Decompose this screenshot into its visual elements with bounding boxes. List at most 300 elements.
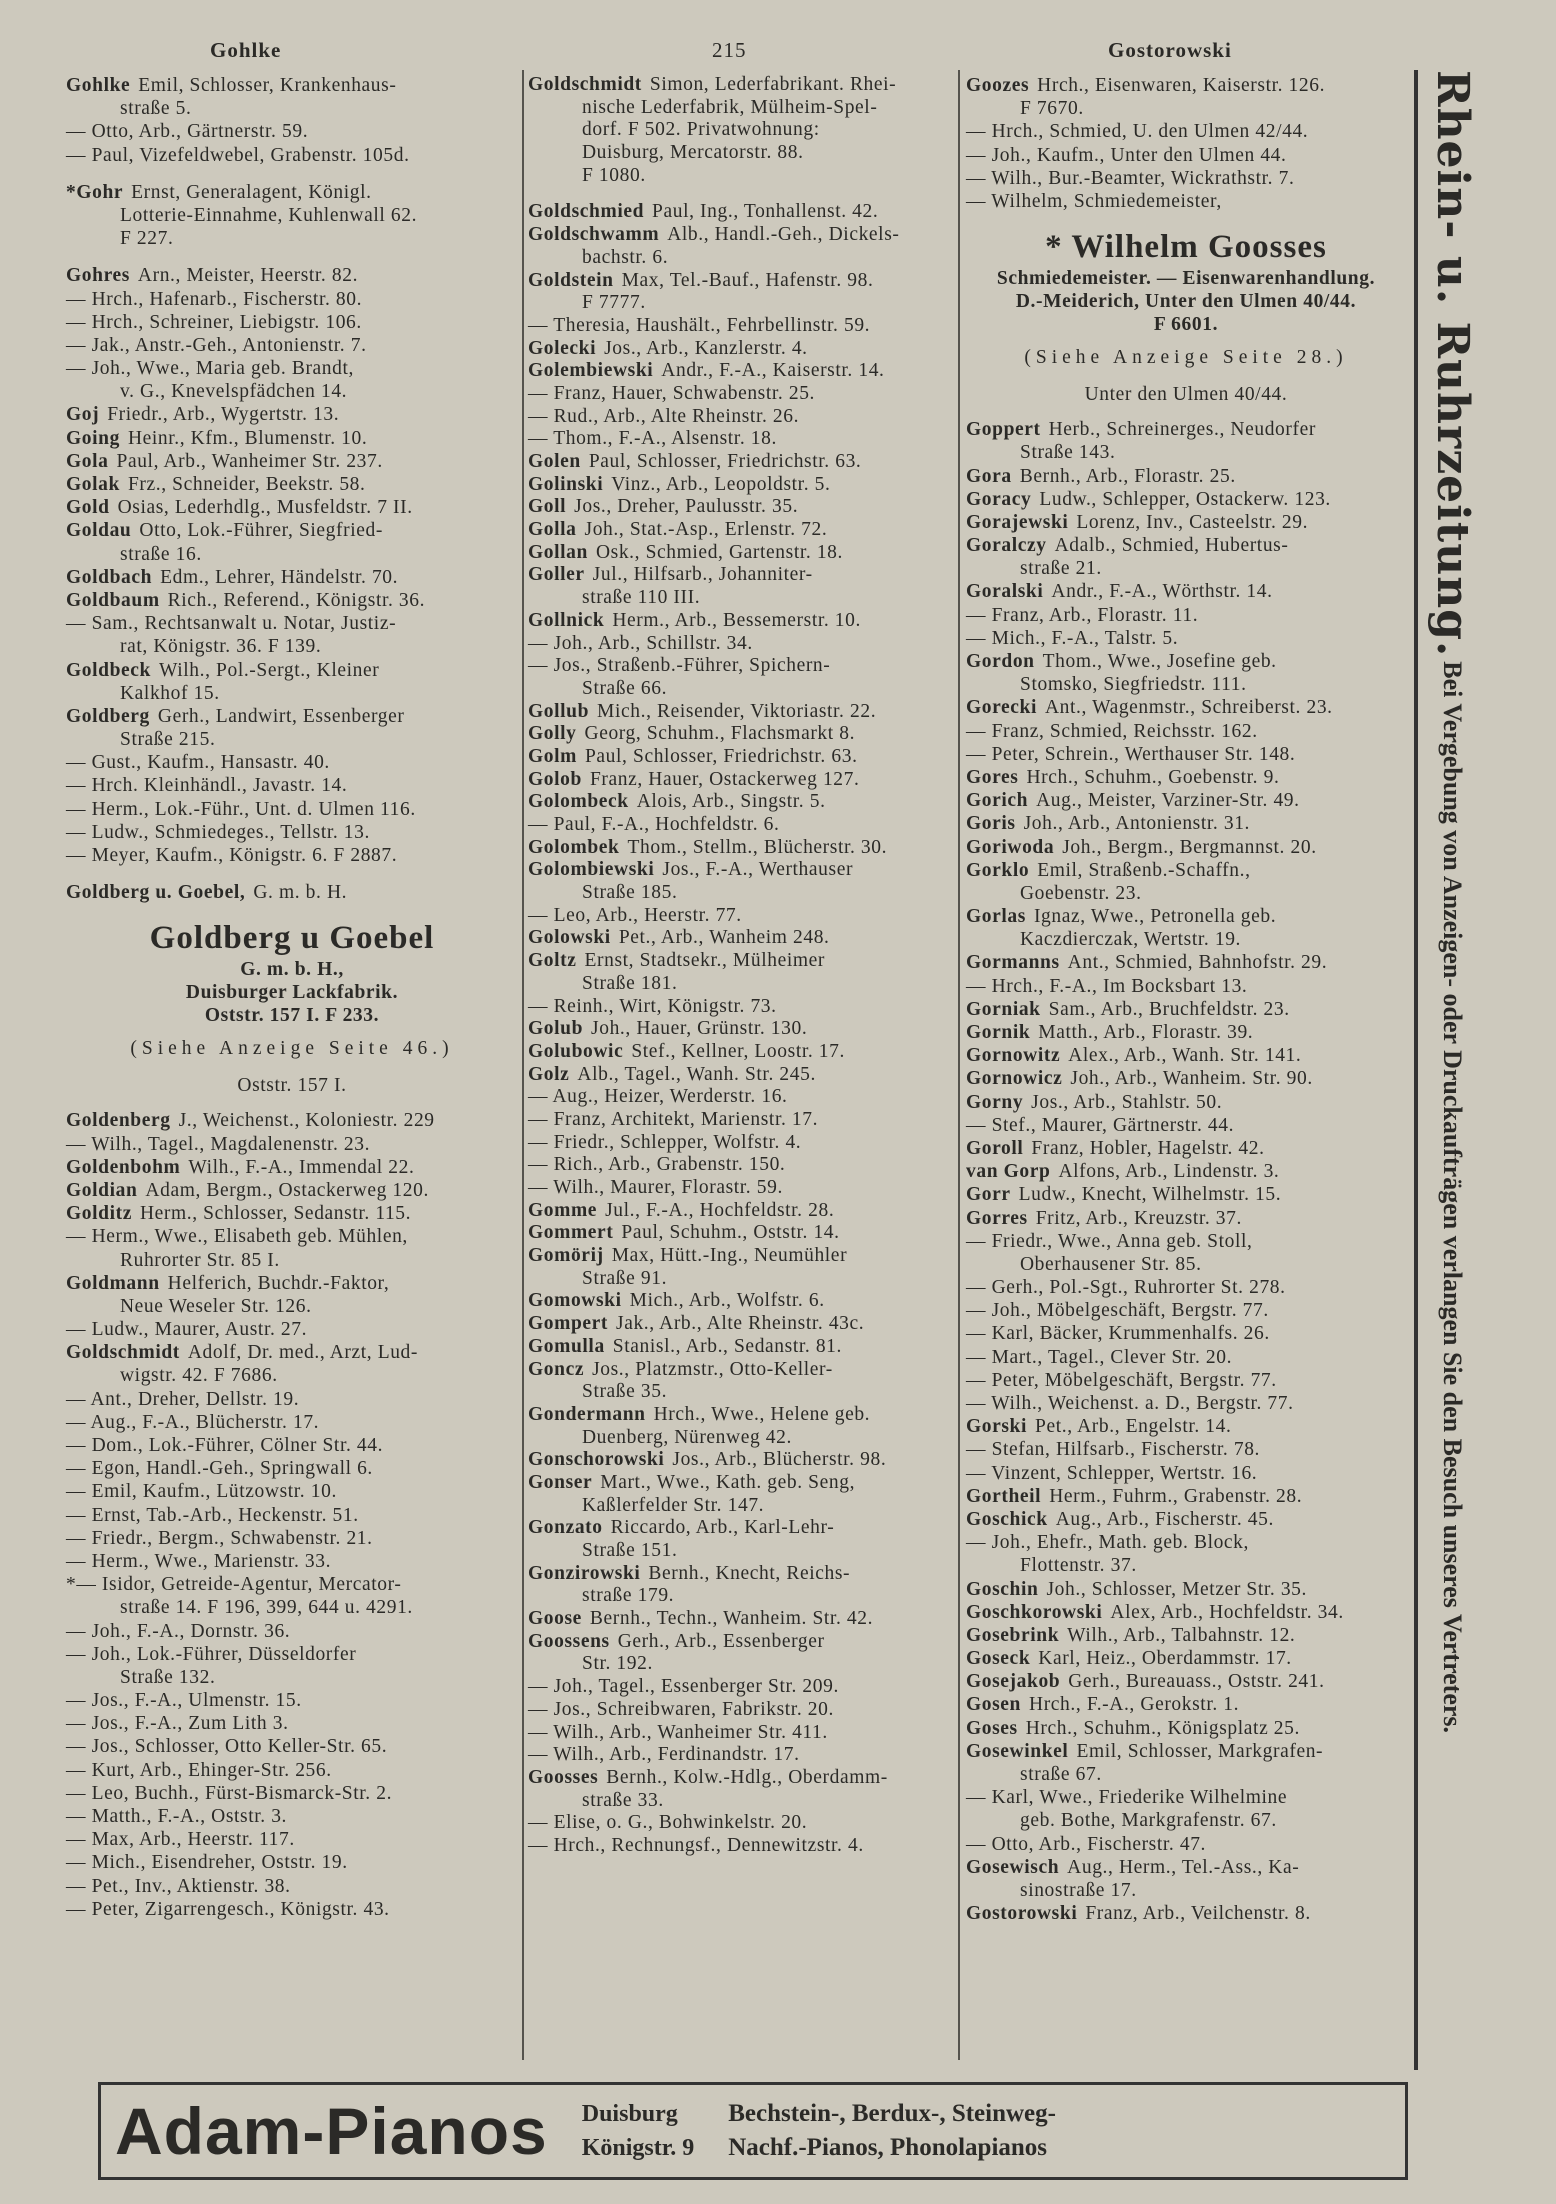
directory-entry: [66, 1156, 518, 1179]
entry-text: — Friedr., Wwe., Anna geb. Stoll,: [966, 1230, 1253, 1252]
directory-entry: [528, 1086, 958, 1109]
advert-line: Schmiedemeister. — Eisenwarenhandlung.: [996, 268, 1376, 290]
entry-continuation: [528, 1585, 958, 1608]
advert-adam-pianos: [98, 2082, 1408, 2180]
entry-surname: Gosen: [966, 1694, 1022, 1716]
directory-entry: [528, 610, 958, 633]
directory-entry: [966, 1021, 1406, 1044]
directory-entry: [966, 998, 1406, 1021]
entry-surname: Gompert: [528, 1313, 609, 1335]
entry-text: straße 179.: [582, 1585, 675, 1607]
entry-text: — Joh., Lok.-Führer, Düsseldorfer: [66, 1643, 357, 1665]
directory-entry: [528, 1222, 958, 1245]
directory-entry: [66, 798, 518, 821]
entry-text: Friedr., Arb., Wygertstr. 13.: [107, 404, 340, 426]
directory-entry: [66, 1457, 518, 1480]
directory-entry: [66, 566, 518, 589]
entry-text: Herb., Schreinerges., Neudorfer: [1048, 419, 1316, 441]
entry-text: — Franz, Architekt, Marienstr. 17.: [528, 1108, 819, 1130]
entry-text: Joh., Stat.-Asp., Erlenstr. 72.: [584, 519, 828, 541]
entry-continuation: [966, 1554, 1406, 1577]
entry-continuation: [66, 1596, 518, 1619]
entry-text: — Matth., F.-A., Oststr. 3.: [66, 1806, 288, 1827]
entry-continuation: [528, 882, 958, 905]
banner-title: Rhein- u. Ruhrzeitung.: [1427, 70, 1478, 658]
entry-text: — Jos., Schlosser, Otto Keller-Str. 65.: [66, 1736, 388, 1758]
directory-entry: [966, 580, 1406, 603]
entry-surname: Golditz: [66, 1203, 132, 1225]
directory-entry: [966, 1717, 1406, 1740]
entry-text: Straße 132.: [120, 1666, 216, 1688]
entry-text: v. G., Knevelspfädchen 14.: [120, 381, 348, 403]
advert-line: D.-Meiderich, Unter den Ulmen 40/44.: [1015, 291, 1357, 313]
entry-text: — Friedr., Schlepper, Wolfstr. 4.: [528, 1131, 802, 1153]
entry-continuation: [966, 1763, 1406, 1786]
entry-text: — Kurt, Arb., Ehinger-Str. 256.: [66, 1759, 332, 1781]
entry-text: Paul, Ing., Tonhallenst. 42.: [652, 201, 879, 223]
entry-text: Jak., Arb., Alte Rheinstr. 43c.: [616, 1313, 865, 1335]
entry-text: Vinz., Arb., Leopoldstr. 5.: [611, 473, 831, 495]
directory-entry: [528, 1109, 958, 1132]
entry-text: Lorenz, Inv., Casteelstr. 29.: [1076, 511, 1309, 533]
entry-surname: Goses: [966, 1717, 1018, 1739]
entry-continuation: [66, 204, 518, 227]
entry-text: — Joh., Wwe., Maria geb. Brandt,: [66, 358, 354, 380]
entry-text: — Peter, Schrein., Werthauser Str. 148.: [966, 743, 1296, 765]
entry-text: — Joh., Möbelgeschäft, Bergstr. 77.: [966, 1300, 1269, 1322]
directory-entry: [66, 1527, 518, 1550]
entry-text: Arn., Meister, Heerstr. 82.: [137, 265, 359, 287]
advert-address: Oststr. 157 I.: [237, 1075, 347, 1097]
directory-entry: [966, 789, 1406, 812]
directory-entry: [528, 814, 958, 837]
entry-text: Jos., Arb., Kanzlerstr. 4.: [604, 337, 808, 359]
entry-surname: Golub: [528, 1018, 584, 1040]
entry-text: Osk., Schmied, Gartenstr. 18.: [595, 541, 843, 563]
entry-text: Jul., Hilfsarb., Johanniter-: [592, 564, 813, 586]
directory-entry: [966, 1114, 1406, 1137]
directory-entry: [66, 774, 518, 797]
entry-continuation: [528, 97, 958, 120]
entry-surname: Golombeck: [528, 791, 629, 813]
advert-pianos-brands-2: Nachf.-Pianos, Phonolapianos: [728, 2134, 1048, 2161]
entry-surname: Goncz: [528, 1358, 585, 1380]
advert-pianos-brands-1: Bechstein-, Berdux-, Steinweg-: [728, 2100, 1056, 2127]
directory-entry: [966, 1786, 1406, 1809]
directory-entry: [966, 812, 1406, 835]
directory-entry: [66, 1735, 518, 1758]
directory-entry: [66, 181, 518, 204]
directory-entry: [66, 1109, 518, 1132]
entry-text: Joh., Hauer, Grünstr. 130.: [591, 1018, 808, 1040]
entry-continuation: [66, 728, 518, 751]
entry-continuation: [528, 1653, 958, 1676]
directory-entry: [966, 1183, 1406, 1206]
entry-text: straße 33.: [582, 1789, 664, 1811]
entry-surname: Goralski: [966, 581, 1044, 603]
entry-text: Jos., Dreher, Paulusstr. 35.: [574, 496, 799, 518]
running-head-right: Gostorowski: [1108, 38, 1232, 62]
entry-text: — Joh., F.-A., Dornstr. 36.: [66, 1620, 291, 1642]
directory-entry: [528, 1404, 958, 1427]
entry-surname: Goldbaum: [66, 589, 160, 611]
entry-surname: Going: [66, 427, 120, 449]
entry-text: F 7670.: [1020, 98, 1084, 120]
entry-surname: Goldian: [66, 1179, 138, 1201]
entry-surname: Gosejakob: [966, 1671, 1061, 1693]
directory-entry: [528, 1041, 958, 1064]
entry-text: Bernh., Arb., Florastr. 25.: [1019, 465, 1236, 487]
directory-entry: [966, 1044, 1406, 1067]
entry-continuation: [528, 1381, 958, 1404]
entry-text: — Ant., Dreher, Dellstr. 19.: [66, 1388, 300, 1410]
entry-text: Osias, Lederhdlg., Musfeldstr. 7 II.: [117, 497, 413, 519]
entries: [528, 74, 958, 1858]
entry-text: Simon, Lederfabrikant. Rhei-: [649, 74, 897, 95]
directory-entry: [966, 1392, 1406, 1415]
entry-text: — Leo, Arb., Heerstr. 77.: [528, 904, 742, 926]
entry-text: straße 16.: [120, 543, 202, 565]
entry-text: Emil, Straßenb.-Schaffn.,: [1037, 859, 1251, 881]
entry-text: Paul, Schuhm., Oststr. 14.: [621, 1222, 840, 1244]
entry-text: Hrch., F.-A., Gerokstr. 1.: [1029, 1694, 1240, 1716]
directory-entry: [528, 1200, 958, 1223]
entry-surname: Golz: [528, 1063, 570, 1085]
entry-text: — Max, Arb., Heerstr. 117.: [66, 1829, 295, 1851]
entry-surname: Goldau: [66, 520, 132, 542]
directory-entry: [528, 428, 958, 451]
entry-text: — Franz, Arb., Florastr. 11.: [966, 604, 1199, 626]
entry-text: — Hrch., Hafenarb., Fischerstr. 80.: [66, 288, 363, 310]
directory-entry: [966, 1601, 1406, 1624]
directory-entry: [66, 1851, 518, 1874]
entry-surname: Gollnick: [528, 609, 605, 631]
entry-text: Stef., Kellner, Loostr. 17.: [631, 1040, 845, 1062]
entry-text: Wilh., Arb., Talbahnstr. 12.: [1067, 1624, 1296, 1646]
entry-surname: Golly: [528, 723, 577, 745]
entry-continuation: [528, 247, 958, 270]
entry-surname: Gorres: [966, 1207, 1028, 1229]
directory-entry: [66, 1712, 518, 1735]
directory-entry: [66, 288, 518, 311]
entries-before: [966, 74, 1406, 213]
directory-entry: [528, 1676, 958, 1699]
entry-surname: Gondermann: [528, 1403, 646, 1425]
directory-entry: [66, 144, 518, 167]
entry-text: Wilh., F.-A., Immendal 22.: [188, 1156, 415, 1178]
entry-surname: van Gorp: [966, 1161, 1051, 1183]
directory-entry: [66, 334, 518, 357]
directory-entry: [966, 1067, 1406, 1090]
entry-surname: Goldschwamm: [528, 224, 660, 246]
directory-entry: [528, 950, 958, 973]
entry-text: straße 14. F 196, 399, 644 u. 4291.: [120, 1597, 413, 1619]
directory-entry: [66, 1898, 518, 1921]
entry-text: — Dom., Lok.-Führer, Cölner Str. 44.: [66, 1435, 384, 1456]
entry-continuation: [528, 1268, 958, 1291]
entries-after: [66, 1109, 518, 1921]
entry-text: Straße 185.: [582, 882, 678, 904]
entry-text: — Meyer, Kaufm., Königstr. 6. F 2887.: [66, 845, 398, 866]
entry-surname: Goldschmied: [528, 201, 645, 223]
entry-text: Gerh., Bureauass., Oststr. 241.: [1068, 1671, 1325, 1693]
entry-surname: Gola: [66, 450, 109, 472]
entry-surname: Golowski: [528, 927, 611, 949]
directory-entry: [966, 1160, 1406, 1183]
directory-entry: [66, 403, 518, 426]
directory-entry: [966, 836, 1406, 859]
entry-text: — Hrch., F.-A., Im Bocksbart 13.: [966, 975, 1248, 997]
entry-text: — Pet., Inv., Aktienstr. 38.: [66, 1875, 291, 1897]
directory-entry: [528, 270, 958, 293]
entry-text: — Gerh., Pol.-Sgt., Ruhrorter St. 278.: [966, 1277, 1286, 1299]
entry-text: — Mart., Tagel., Clever Str. 20.: [966, 1346, 1233, 1368]
entry-surname: Golm: [528, 745, 577, 767]
entry-text: Emil, Schlosser, Markgrafen-: [1076, 1740, 1324, 1762]
directory-entry: [528, 74, 958, 97]
entry-surname: Golecki: [528, 337, 597, 359]
entry-surname: Golombiewski: [528, 859, 655, 881]
directory-entry: [966, 1670, 1406, 1693]
entry-text: — Rud., Arb., Alte Rheinstr. 26.: [528, 405, 800, 427]
directory-entry: [966, 627, 1406, 650]
advert-line: G. m. b. H.,: [240, 959, 344, 981]
entry-surname: Gonzirowski: [528, 1562, 641, 1584]
entry-text: — Hrch. Kleinhändl., Javastr. 14.: [66, 775, 348, 797]
entry-text: Ignaz, Wwe., Petronella geb.: [1033, 906, 1277, 928]
entry-text: Straße 151.: [582, 1540, 678, 1561]
entry-text: Georg, Schuhm., Flachsmarkt 8.: [584, 723, 856, 745]
entry-text: — Gust., Kaufm., Hansastr. 40.: [66, 752, 330, 774]
entry-surname: Golembiewski: [528, 360, 654, 382]
directory-entry: [528, 1472, 958, 1495]
entry-text: Alex., Arb., Wanh. Str. 141.: [1068, 1045, 1302, 1067]
entry-surname: Gosebrink: [966, 1624, 1060, 1646]
entry-text: Goebenstr. 23.: [1020, 882, 1142, 904]
directory-entry: [966, 1902, 1406, 1925]
entry-text: — Vinzent, Schlepper, Wertstr. 16.: [966, 1462, 1258, 1484]
entry-surname: Goozes: [966, 75, 1030, 96]
entry-text: Straße 143.: [1020, 442, 1116, 464]
directory-entry: [66, 1550, 518, 1573]
directory-entry: [966, 905, 1406, 928]
entry-text: Hrch., Wwe., Helene geb.: [653, 1403, 871, 1425]
directory-entry: [66, 1828, 518, 1851]
entry-text: Hrch., Eisenwaren, Kaiserstr. 126.: [1037, 75, 1326, 96]
directory-entry: [528, 338, 958, 361]
directory-entry: [66, 1573, 518, 1596]
entry-text: — Karl, Bäcker, Krummenhalfs. 26.: [966, 1323, 1270, 1345]
directory-entry: [66, 1388, 518, 1411]
entry-continuation: [528, 1495, 958, 1518]
directory-entry: [66, 1202, 518, 1225]
entry-text: Bernh., Knecht, Reichs-: [648, 1562, 851, 1584]
directory-entry: [66, 74, 518, 97]
entry-text: Mich., Reisender, Viktoriastr. 22.: [597, 700, 877, 722]
entry-text: Ernst, Generalagent, Königl.: [131, 181, 372, 203]
entry-text: Hrch., Schuhm., Königsplatz 25.: [1025, 1717, 1300, 1739]
entry-surname: Gora: [966, 465, 1012, 487]
entry-text: G. m. b. H.: [253, 882, 348, 904]
entry-surname: Goosses: [528, 1766, 599, 1788]
directory-entry: [528, 1245, 958, 1268]
entry-surname: Gosewinkel: [966, 1740, 1069, 1762]
entry-text: Edm., Lehrer, Händelstr. 70.: [160, 566, 399, 588]
entry-text: — Joh., Tagel., Essenberger Str. 209.: [528, 1676, 839, 1698]
directory-entry: [66, 1179, 518, 1202]
entry-continuation: [66, 1666, 518, 1689]
entry-text: Jos., Platzmstr., Otto-Keller-: [592, 1358, 833, 1380]
directory-entry: [966, 604, 1406, 627]
entry-text: — Wilh., Bur.-Beamter, Wickrathstr. 7.: [966, 167, 1295, 189]
entry-surname: Goschick: [966, 1508, 1048, 1530]
directory-entry: [528, 406, 958, 429]
banner-text: Bei Vergebung von Anzeigen- oder Druckaufträgen verlangen Sie den Besuch unseres Vertreters.: [1438, 661, 1467, 1734]
entry-text: Jul., F.-A., Hochfeldstr. 28.: [605, 1199, 835, 1221]
entry-text: — Peter, Möbelgeschäft, Bergstr. 77.: [966, 1369, 1277, 1391]
entry-text: J., Weichenst., Koloniestr. 229: [178, 1110, 435, 1132]
directory-entry: [66, 1480, 518, 1503]
entry-surname: Gollan: [528, 541, 588, 563]
directory-entry: [66, 1643, 518, 1666]
entry-text: straße 5.: [120, 98, 192, 120]
entry-text: Straße 66.: [582, 677, 668, 699]
directory-entry: [528, 315, 958, 338]
directory-entry: [528, 383, 958, 406]
entry-text: Sam., Arb., Bruchfeldstr. 23.: [1048, 998, 1290, 1020]
directory-entry: [966, 1369, 1406, 1392]
entry-surname: Goris: [966, 813, 1016, 835]
entry-text: Karl, Heiz., Oberdammstr. 17.: [1038, 1648, 1292, 1670]
entry-surname: Gomme: [528, 1199, 598, 1221]
entry-text: Frz., Schneider, Beekstr. 58.: [127, 474, 366, 495]
entry-surname: Goltz: [528, 950, 577, 972]
entry-surname: Goralczy: [966, 535, 1047, 557]
entry-text: — Theresia, Haushält., Fehrbellinstr. 59.: [528, 314, 871, 336]
entry-text: Duisburg, Mercatorstr. 88.: [582, 142, 804, 164]
directory-entry: [528, 496, 958, 519]
directory-entry: [528, 360, 958, 383]
directory-entry: [966, 1647, 1406, 1670]
directory-entry: [966, 167, 1406, 190]
entry-surname: Goldmann: [66, 1272, 160, 1294]
entry-text: Alb., Tagel., Wanh. Str. 245.: [577, 1063, 816, 1085]
directory-entry: [966, 743, 1406, 766]
entry-text: — Ludw., Maurer, Austr. 27.: [66, 1319, 308, 1341]
directory-entry: [966, 74, 1406, 97]
directory-entry: [966, 144, 1406, 167]
entry-text: Kaßlerfelder Str. 147.: [582, 1494, 765, 1516]
entry-surname: Goller: [528, 564, 585, 586]
entry-text: Jos., Arb., Stahlstr. 50.: [1031, 1091, 1223, 1113]
entry-text: Straße 91.: [582, 1267, 668, 1289]
entry-surname: Goldenbohm: [66, 1156, 181, 1178]
entry-text: Duenberg, Nürenweg 42.: [582, 1426, 792, 1448]
entry-text: Fritz, Arb., Kreuzstr. 37.: [1035, 1207, 1242, 1229]
entry-text: Kaczdierczak, Wertstr. 19.: [1020, 929, 1242, 951]
entry-text: — Franz, Hauer, Schwabenstr. 25.: [528, 382, 816, 404]
entry-text: F 227.: [120, 228, 174, 250]
entry-text: Franz, Arb., Veilchenstr. 8.: [1085, 1903, 1311, 1925]
entry-text: Paul, Schlosser, Friedrichstr. 63.: [588, 451, 862, 472]
directory-entry: [966, 1322, 1406, 1345]
directory-entry: [66, 821, 518, 844]
entry-text: — Friedr., Bergm., Schwabenstr. 21.: [66, 1527, 373, 1549]
entry-surname: Gornik: [966, 1022, 1031, 1043]
directory-entry: [528, 1154, 958, 1177]
entry-continuation: [966, 1253, 1406, 1276]
directory-entry: [66, 589, 518, 612]
entry-text: — Franz, Schmied, Reichsstr. 162.: [966, 720, 1258, 742]
entry-text: Riccardo, Arb., Karl-Lehr-: [610, 1517, 835, 1539]
directory-entry: [966, 1207, 1406, 1230]
entry-text: — Wilh., Arb., Ferdinandstr. 17.: [528, 1744, 800, 1766]
directory-entry: [66, 519, 518, 542]
entry-surname: Gohlke: [66, 75, 131, 96]
entry-text: Gerh., Arb., Essenberger: [617, 1630, 825, 1652]
entry-text: — Hrch., Schmied, U. den Ulmen 42/44.: [966, 121, 1309, 143]
entry-text: bachstr. 6.: [582, 246, 669, 268]
directory-entry: [528, 1313, 958, 1336]
directory-entry: [66, 1620, 518, 1643]
entry-text: — Wilh., Tagel., Magdalenenstr. 23.: [66, 1133, 371, 1155]
directory-entry: [66, 1318, 518, 1341]
directory-entry: [528, 1290, 958, 1313]
entry-text: Joh., Arb., Antonienstr. 31.: [1023, 813, 1251, 835]
directory-entry: [528, 542, 958, 565]
entry-surname: Goschkorowski: [966, 1601, 1103, 1623]
advert-address: Unter den Ulmen 40/44.: [1084, 384, 1288, 406]
directory-entry: [66, 1504, 518, 1527]
entry-text: Herm., Schlosser, Sedanstr. 115.: [139, 1203, 412, 1225]
entry-text: — Otto, Arb., Gärtnerstr. 59.: [66, 121, 309, 143]
entry-continuation: [528, 142, 958, 165]
entry-text: Pet., Arb., Engelstr. 14.: [1035, 1416, 1232, 1438]
directory-entry: [528, 746, 958, 769]
entry-text: Mart., Wwe., Kath. geb. Seng,: [600, 1471, 856, 1493]
entry-continuation: [528, 973, 958, 996]
directory-entry: [528, 996, 958, 1019]
directory-entry: [966, 859, 1406, 882]
entry-text: — Joh., Kaufm., Unter den Ulmen 44.: [966, 144, 1287, 166]
entry-surname: Gonzato: [528, 1517, 603, 1539]
entry-surname: Goseck: [966, 1648, 1031, 1670]
entry-surname: Golla: [528, 519, 577, 541]
entry-surname: Goll: [528, 496, 567, 518]
entry-text: Straße 35.: [582, 1381, 668, 1403]
entry-text: F 1080.: [582, 164, 646, 186]
directory-entry: [66, 705, 518, 728]
entry-text: rat, Königstr. 36. F 139.: [120, 636, 322, 658]
entry-text: — Elise, o. G., Bohwinkelstr. 20.: [528, 1812, 808, 1834]
entry-surname: Gorny: [966, 1091, 1024, 1113]
directory-entry: [66, 357, 518, 380]
entry-surname: Goldstein: [528, 269, 614, 291]
directory-entry: [528, 1812, 958, 1835]
entry-surname: Goldenberg: [66, 1110, 171, 1132]
entry-surname: Gortheil: [966, 1485, 1042, 1507]
directory-entry: [966, 1485, 1406, 1508]
entry-continuation: [528, 1790, 958, 1813]
directory-entry: [966, 1415, 1406, 1438]
directory-entry: [966, 1624, 1406, 1647]
directory-entry: [66, 1875, 518, 1898]
entry-text: — Emil, Kaufm., Lützowstr. 10.: [66, 1481, 337, 1503]
entry-surname: Golak: [66, 474, 120, 495]
entry-text: Stanisl., Arb., Sedanstr. 81.: [612, 1335, 842, 1357]
directory-entry: [966, 534, 1406, 557]
directory-entry: [66, 1341, 518, 1364]
